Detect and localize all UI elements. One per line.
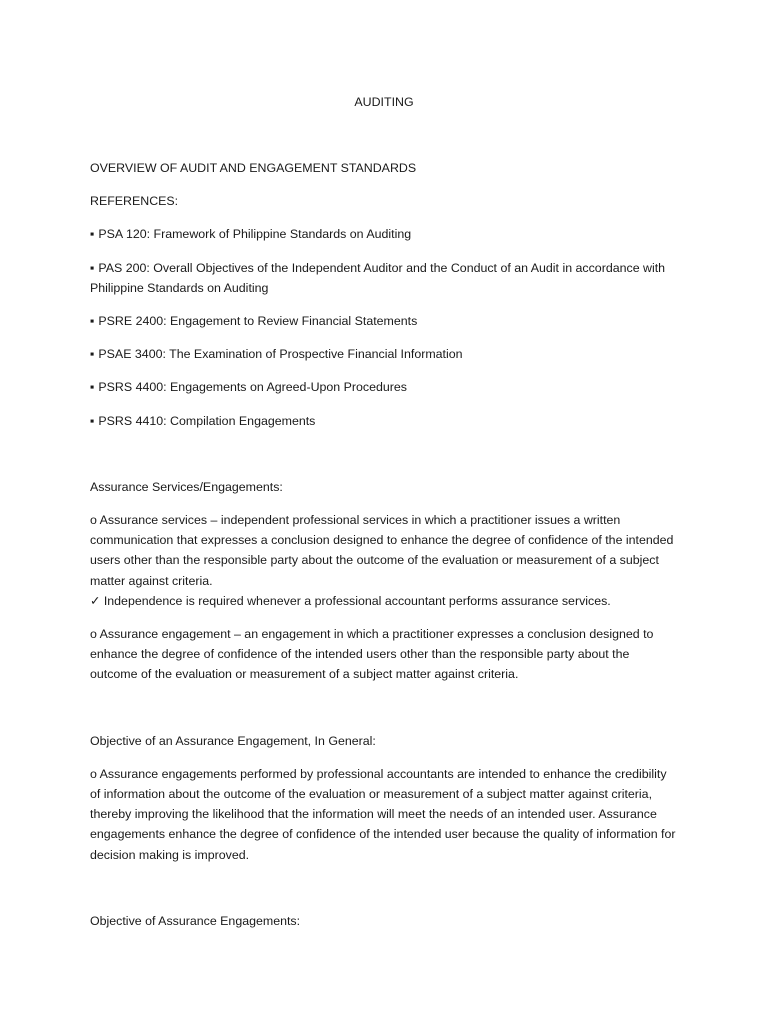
bullet-icon: ▪ (90, 380, 95, 395)
reference-text: PSRE 2400: Engagement to Review Financial Statements (98, 314, 418, 329)
bullet-icon: ▪ (90, 347, 95, 362)
objective-general-heading: Objective of an Assurance Engagement, In General: (90, 733, 376, 748)
bullet-icon: ▪ (90, 227, 95, 242)
bullet-icon: ▪ (90, 413, 95, 428)
reference-text: PSRS 4410: Compilation Engagements (98, 413, 316, 428)
assurance-services-paragraph: o Assurance services – independent professional services in which a practitioner issues a written communication that expresses a conclusion designed to enhance the degree of confidence of the intended users other than the responsible party about the outcome of the evaluation or measurement of a subject matter against criteria. (90, 513, 674, 588)
reference-item (90, 224, 680, 244)
reference-item (90, 311, 680, 331)
reference-text: PAS 200: Overall Objectives of the Independent Auditor and the Conduct of an Audit in accordance with Philippine Standards on Auditing (90, 260, 666, 295)
reference-item (90, 411, 680, 431)
bullet-icon: ▪ (90, 314, 95, 329)
reference-item (90, 377, 680, 397)
reference-text: PSRS 4400: Engagements on Agreed-Upon Procedures (98, 380, 407, 395)
reference-text: PSA 120: Framework of Philippine Standards on Auditing (98, 227, 412, 242)
bullet-icon: ▪ (90, 260, 95, 275)
reference-text: PSAE 3400: The Examination of Prospective Financial Information (98, 347, 463, 362)
section-heading: OVERVIEW OF AUDIT AND ENGAGEMENT STANDARDS (90, 161, 417, 175)
document-title: AUDITING (354, 95, 414, 109)
references-label: REFERENCES: (90, 194, 179, 209)
objective-general-paragraph: o Assurance engagements performed by professional accountants are intended to enhance the credibility of information about the outcome of the evaluation or measurement of a subject matter against criteria, thereby improving the likelihood that the information will meet the needs of an intended user. Assurance engagements enhance the degree of confidence of the intended user because the quality of information for decision making is improved. (90, 766, 676, 862)
independence-note: ✓ Independence is required whenever a professional accountant performs assurance services. (90, 593, 611, 608)
assurance-engagement-paragraph: o Assurance engagement – an engagement in which a practitioner expresses a conclusion designed to enhance the degree of confidence of the intended users other than the responsible party about the outcome of the evaluation or measurement of a subject matter against criteria. (90, 627, 654, 682)
document-body (90, 92, 680, 944)
reference-item (90, 258, 680, 298)
assurance-heading: Assurance Services/Engagements: (90, 479, 283, 494)
objective-heading: Objective of Assurance Engagements: (90, 913, 301, 928)
reference-item (90, 344, 680, 364)
